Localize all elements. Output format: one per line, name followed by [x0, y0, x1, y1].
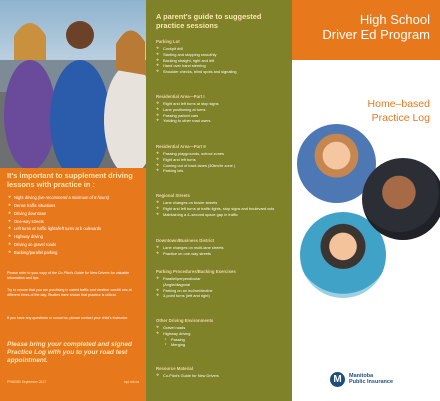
guide-reference-prefix: Please refer to your copy of the [7, 271, 58, 275]
list-item: ❖ One-way streets [8, 218, 140, 226]
list-item: ❖ Maintaining a 4–second space gap in traffic [156, 212, 290, 218]
logo-line2: Public Insurance [349, 379, 394, 385]
list-item: ❖ Right and left turns [156, 157, 290, 163]
list-item: ❖ Right and left turns at traffic lights, stop signs and boulevard cuts [156, 206, 290, 212]
bring-log-notice: Please bring your completed and signed Practice Log with you to your road test appointment. [7, 341, 132, 364]
list-item: ❖ Parking on an incline/decline [156, 288, 290, 294]
section-resource-material [156, 366, 290, 379]
list-item: ❖ Cockpit drill [156, 46, 290, 52]
section-title: Downtown/Business District [156, 238, 215, 243]
list-item: ❖ Parking lots [156, 168, 290, 174]
list-item: ❖ Passing playgrounds, school zones [156, 151, 290, 157]
guide-reference-text [7, 271, 139, 281]
supplement-heading: It's important to supplement driving lessons with practice in : [7, 171, 133, 189]
list-item: ❖ Parallel/perpendicular (Angle/diagonal [156, 276, 226, 288]
list-item: ❖ Shoulder checks, blind spots and signaling [156, 69, 290, 75]
section-regional-streets [156, 193, 290, 217]
list-item-label: Night driving [14, 195, 37, 200]
subtitle-line2: Practice Log [371, 112, 430, 124]
program-title-line2: Driver Ed Program [322, 27, 430, 42]
contact-text: If you have any questions or concerns, please contact your child's instructor. [7, 316, 129, 320]
list-item: ❖ Co-Pilot's Guide for New Drivers [156, 373, 290, 379]
guide-reference-title: Co-Pilot's Guide for New Drivers [57, 271, 110, 275]
mpi-logo-icon: M [330, 372, 345, 387]
mpi-logo-text [349, 373, 393, 386]
section-residential-2 [156, 144, 290, 174]
list-item: ❖ Starting and stopping smoothly [156, 52, 290, 58]
left-panel [0, 0, 146, 401]
guide-reference-suffix: for valuable information and tips. [7, 271, 130, 281]
list-item: ❖ 3-point turns (left and right) [156, 293, 290, 299]
list-item: ❖ Left turns at traffic lights/left turns at b oulevards [8, 225, 140, 233]
logo-line1: Manitoba [349, 372, 374, 379]
list-item: ❖ Dense traffic situations [8, 202, 140, 210]
list-item: ❖ Lane changes on multi-lane streets [156, 245, 290, 251]
list-item: ❖ Driving downtown [8, 210, 140, 218]
footer [7, 380, 139, 384]
section-parking-lot [156, 39, 290, 75]
subtitle-line1: Home–based [367, 98, 430, 110]
list-item: ❖ Lane changes on busier streets [156, 200, 290, 206]
section-title: Residential Area—Part II [156, 144, 206, 149]
conditions-text: Try to ensure that you are practising in varied traffic and weather conditi ons at different times of the day. Studies have shown that practice is critical. [7, 288, 132, 298]
section-downtown [156, 238, 290, 257]
program-title [300, 12, 430, 42]
list-item: ❖ Passing parked cars [156, 113, 290, 119]
list-item: ❖ Highway driving [156, 331, 290, 337]
section-title: Regional Streets [156, 193, 190, 198]
practice-list [8, 194, 140, 257]
right-panel [292, 0, 440, 401]
list-item: ❖ Backing/parallel parking [8, 249, 140, 257]
section-title: Resource Material [156, 366, 194, 371]
list-subitem: • Passing [156, 337, 290, 343]
section-parking-procedures [156, 269, 290, 299]
list-item-note: (we recommend a minimum of 8 hours) [36, 195, 110, 200]
list-item: ❖ Driving on gravel roads [8, 241, 140, 249]
section-other-environments [156, 318, 290, 348]
list-item: ❖ Highway driving [8, 233, 140, 241]
list-item: ❖ Backing straight, right and left [156, 58, 290, 64]
website-link[interactable]: mpi.mb.ca [123, 380, 139, 384]
section-residential-1 [156, 94, 290, 124]
teens-photo-illustration [0, 0, 146, 168]
section-title: Residential Area—Part I [156, 94, 205, 99]
list-item [8, 194, 140, 202]
middle-panel [146, 0, 292, 401]
list-item: ❖ Right and left turns at stop signs [156, 101, 290, 107]
guide-title: A parent's guide to suggested practice sessions [156, 12, 262, 31]
list-item: ❖ Yielding to other road users [156, 118, 290, 124]
list-item: ❖ Gravel roads [156, 325, 290, 331]
list-item: ❖ Coming out of back lanes (30km/hr zone ) [156, 163, 290, 169]
section-title: Parking Procedures/Backing Exercises [156, 269, 236, 274]
section-title: Parking Lot [156, 39, 180, 44]
document-code: PR50080 September 2017 [7, 380, 47, 384]
list-item: ❖ Lane positioning at turns [156, 107, 290, 113]
program-title-line1: High School [359, 12, 430, 27]
driver-photo-man [362, 158, 440, 240]
practice-log-subtitle [300, 97, 430, 125]
list-item: ❖ Practice on one-way streets [156, 251, 290, 257]
section-title: Other Driving Environments [156, 318, 214, 323]
teens-photo [0, 0, 146, 168]
list-item: ❖ Hand over hand steering [156, 63, 290, 69]
list-subitem: • Merging [156, 342, 290, 348]
mpi-logo [330, 369, 436, 389]
